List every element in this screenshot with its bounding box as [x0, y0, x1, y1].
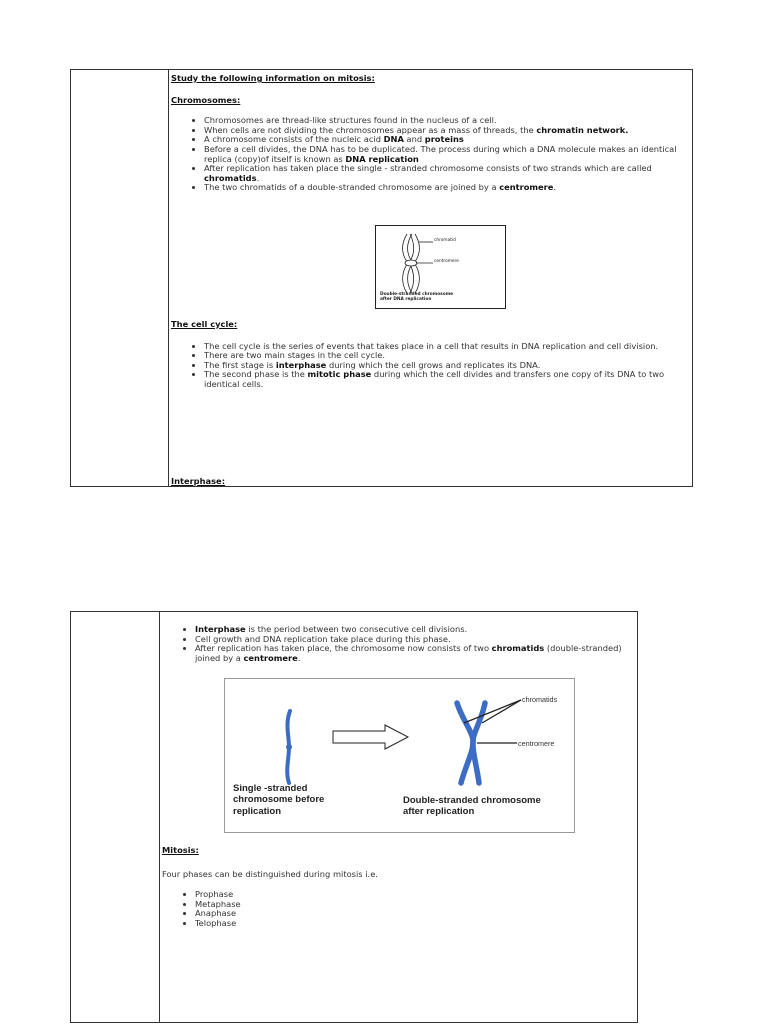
cell-cycle-heading: The cell cycle:: [171, 319, 238, 329]
list-item: • Interphase is the period between two consecutive cell divisions.: [195, 625, 631, 635]
chromatid-label: chromatid: [434, 238, 456, 243]
list-item: • Before a cell divides, the DNA has to be duplicated. The process during which a DNA molecule makes an identical replica (copy)of itself is known as DNA replication: [204, 145, 686, 164]
notes-table-1: [70, 69, 693, 487]
list-item: • After replication has taken place, the chromosome now consists of two chromatids (double-stranded) joined by a centromere.: [195, 644, 631, 663]
centromere-label: centromere: [434, 259, 459, 264]
cell-cycle-list: [171, 342, 686, 390]
margin-column: [71, 70, 169, 486]
mitosis-intro: Four phases can be distinguished during mitosis i.e.: [162, 868, 378, 879]
list-item: • Cell growth and DNA replication take place during this phase.: [195, 635, 631, 645]
diagram-caption: Double-stranded chromosome after DNA replication: [380, 292, 454, 302]
centromere-label: centromere: [518, 739, 555, 748]
interphase-list: [162, 625, 631, 663]
mitosis-section: [162, 846, 631, 929]
list-item: • Prophase: [195, 890, 631, 900]
chromosome-diagram: [375, 225, 506, 309]
replication-diagram: [224, 678, 575, 833]
list-item: • Anaphase: [195, 909, 631, 919]
section-title: Study the following information on mitosis:: [171, 73, 375, 83]
list-item: • When cells are not dividing the chromosomes appear as a mass of threads, the chromatin network.: [204, 126, 686, 136]
mitosis-heading: Mitosis:: [162, 845, 199, 855]
list-item: • The second phase is the mitotic phase during which the cell divides and transfers one copy of its DNA to two identical cells.: [204, 370, 686, 389]
list-item: • Chromosomes are thread-like structures found in the nucleus of a cell.: [204, 116, 686, 126]
interphase-heading: Interphase:: [171, 476, 226, 486]
phase-list: [162, 890, 631, 928]
caption-single-stranded: Single -stranded chromosome before replication: [233, 783, 325, 817]
chromosomes-heading: Chromosomes:: [171, 94, 241, 105]
list-item: • A chromosome consists of the nucleic acid DNA and proteins: [204, 135, 686, 145]
caption-double-stranded: Double-stranded chromosome after replication: [403, 795, 541, 818]
cell-cycle-content: [171, 320, 686, 390]
list-item: • The cell cycle is the series of events that takes place in a cell that results in DNA replication and cell division.: [204, 342, 686, 352]
notes-content-2: [162, 612, 631, 928]
list-item: • After replication has taken place the single - stranded chromosome consists of two strands which are called chromatids.: [204, 164, 686, 183]
list-item: • Metaphase: [195, 900, 631, 910]
list-item: • There are two main stages in the cell cycle.: [204, 351, 686, 361]
chromatids-label: chromatids: [522, 695, 558, 704]
list-item: • Telophase: [195, 919, 631, 929]
list-item: • The first stage is interphase during which the cell grows and replicates its DNA.: [204, 361, 686, 371]
notes-table-2: [70, 611, 638, 1023]
notes-content-1: [171, 70, 686, 193]
list-item: • The two chromatids of a double-stranded chromosome are joined by a centromere.: [204, 183, 686, 193]
chromosomes-list: [171, 116, 686, 193]
margin-column: [71, 612, 160, 1022]
